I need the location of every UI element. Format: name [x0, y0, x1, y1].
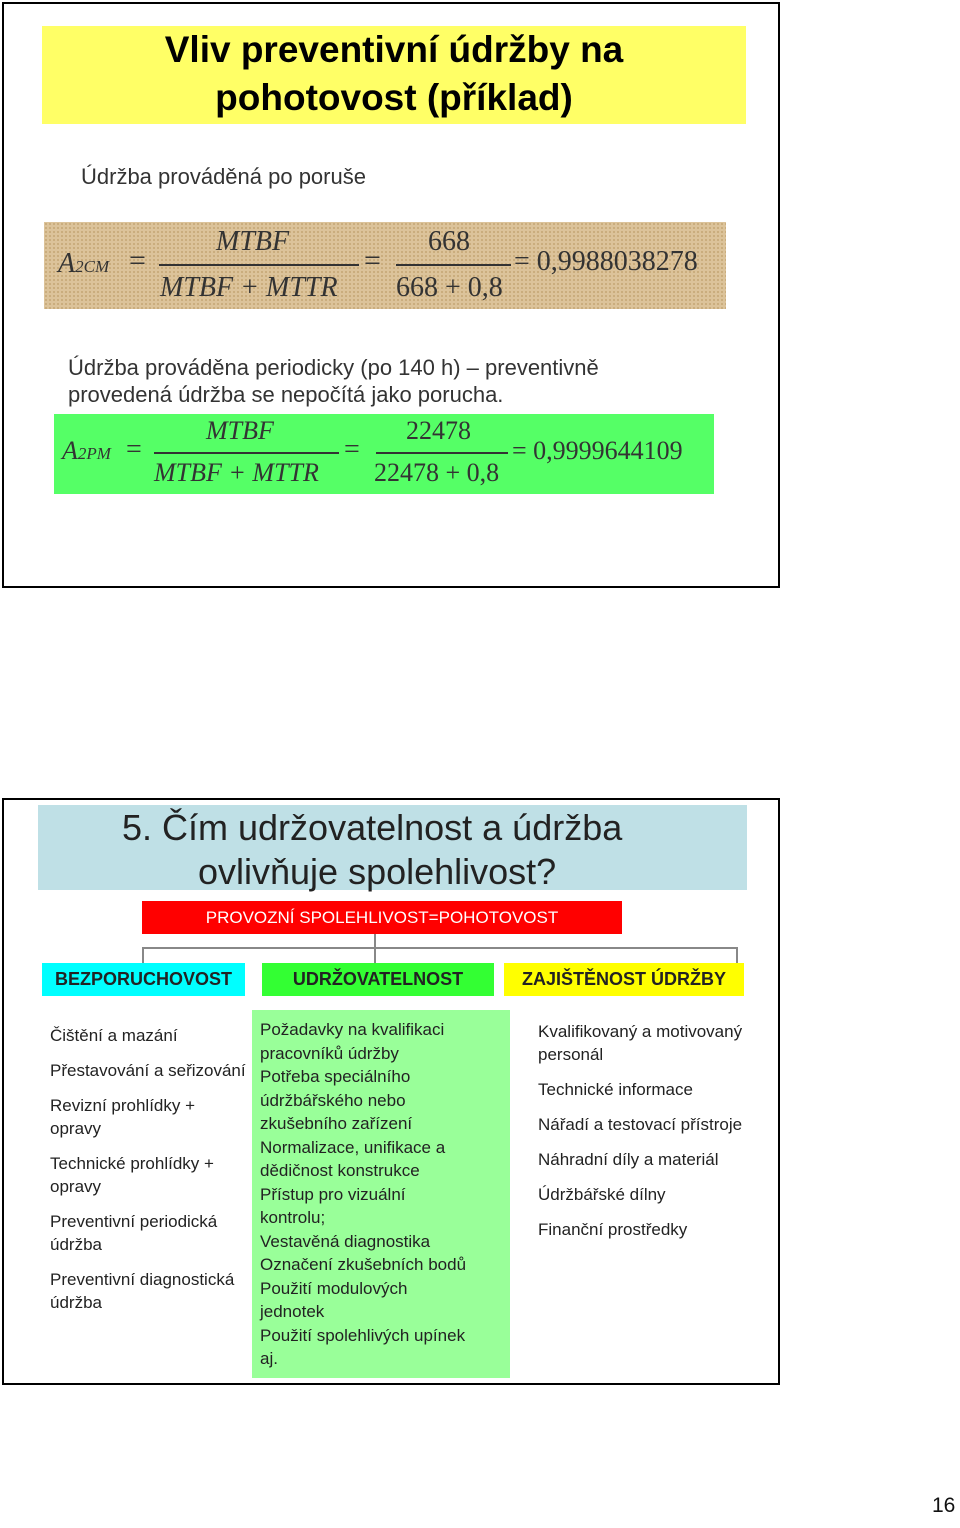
formula-a2cm [44, 222, 726, 309]
formula-pm-eq2: = [344, 434, 360, 465]
list-item: pracovníků údržby [260, 1043, 399, 1063]
list-item: Vestavěná diagnostika [260, 1231, 431, 1251]
formula-pm-lhs-sub: 2PM [77, 444, 111, 463]
list-item: kontrolu; [260, 1208, 326, 1227]
list-item: Preventivní periodická údržba [50, 1212, 218, 1254]
formula-cm-lhs: A [58, 248, 76, 279]
slide-maintainability-reliability [2, 798, 780, 1385]
slide-availability-example [2, 2, 780, 588]
list-item: Nářadí a testovací přístroje [538, 1115, 743, 1134]
fraction-line [396, 264, 511, 266]
formula-cm-eq1: = [129, 244, 146, 277]
list-item: Údržbářské dílny [538, 1185, 666, 1204]
connector-line [374, 947, 376, 963]
root-box-operational-reliability: PROVOZNÍ SPOLEHLIVOST=POHOTOVOST [142, 901, 622, 934]
list-item: údržbářského nebo [260, 1090, 406, 1110]
connector-line [374, 934, 376, 948]
formula-cm-den1: MTBF + MTTR [160, 272, 338, 303]
formula-a2pm [54, 414, 714, 494]
list-item: Náhradní díly a materiál [538, 1150, 719, 1169]
list-item: dědičnost konstrukce [260, 1161, 420, 1180]
slide2-title [38, 805, 747, 890]
connector-line [142, 947, 144, 963]
slide1-title [42, 26, 746, 124]
formula-cm-num1: MTBF [216, 226, 290, 257]
slide2-title-line2: ovlivňuje spolehlivost? [198, 851, 557, 892]
formula-pm-lhs: A [62, 436, 78, 465]
list-item: Normalizace, unifikace a [260, 1137, 446, 1157]
list-item: Finanční prostředky [538, 1220, 688, 1239]
list-item: Technické prohlídky + opravy [50, 1154, 214, 1196]
formula-pm-result: = 0,9999644109 [512, 436, 683, 465]
list-udrzovatelnost [252, 1010, 510, 1378]
slide1-title-line2: pohotovost (příklad) [215, 77, 573, 118]
list-item: Technické informace [538, 1080, 693, 1099]
fraction-line [154, 452, 339, 454]
list-item: Použití spolehlivých upínek [260, 1325, 466, 1345]
list-item: Revizní prohlídky + opravy [50, 1096, 196, 1138]
list-zajistenost [538, 1020, 758, 1253]
connector-line [736, 947, 738, 963]
intro-text: Údržba prováděná po poruše [81, 164, 366, 189]
formula-pm-num2: 22478 [406, 416, 471, 445]
formula-cm-lhs-sub: 2CM [75, 257, 110, 276]
category-udrzovatelnost: UDRŽOVATELNOST [262, 963, 494, 996]
list-item: Čištění a mazání [50, 1026, 178, 1045]
list-bezporuchovost [50, 1024, 250, 1326]
list-item: Potřeba speciálního [260, 1067, 411, 1086]
formula-cm-den2: 668 + 0,8 [396, 272, 503, 303]
formula-cm-result: = 0,9988038278 [514, 246, 698, 277]
list-item: Požadavky na kvalifikaci [260, 1020, 445, 1039]
list-item: Použití modulových [260, 1278, 408, 1298]
slide2-title-line1: 5. Čím udržovatelnost a údržba [122, 807, 623, 848]
list-item: Přístup pro vizuální [260, 1184, 406, 1204]
list-item: Přestavování a seřizování [50, 1061, 246, 1080]
formula-pm-den1: MTBF + MTTR [154, 458, 319, 487]
formula-cm-num2: 668 [428, 226, 470, 257]
list-item: zkušebního zařízení [260, 1114, 413, 1133]
slide1-title-line1: Vliv preventivní údržby na [164, 29, 624, 70]
list-item: Kvalifikovaný a motivovaný personál [538, 1022, 743, 1064]
page-number: 16 [932, 1494, 956, 1517]
formula-pm-num1: MTBF [206, 416, 274, 445]
formula-cm-eq2: = [364, 244, 381, 277]
list-item: Označení zkušebních bodů [260, 1255, 467, 1274]
list-item: aj. [260, 1349, 278, 1368]
category-bezporuchovost: BEZPORUCHOVOST [42, 963, 245, 996]
list-item: Preventivní diagnostická údržba [50, 1270, 235, 1312]
fraction-line [376, 452, 508, 454]
para-line2: provedená údržba se nepočítá jako porucha. [68, 382, 504, 407]
formula-pm-den2: 22478 + 0,8 [374, 458, 500, 487]
category-zajistenost-udrzby: ZAJIŠTĚNOST ÚDRŽBY [504, 963, 744, 996]
para-line1: Údržba prováděna periodicky (po 140 h) – preventivně [68, 355, 599, 380]
list-item: jednotek [260, 1302, 325, 1321]
periodic-maintenance-text [68, 354, 599, 408]
formula-pm-eq1: = [126, 434, 142, 465]
connector-line [142, 947, 737, 949]
fraction-line [159, 264, 359, 266]
